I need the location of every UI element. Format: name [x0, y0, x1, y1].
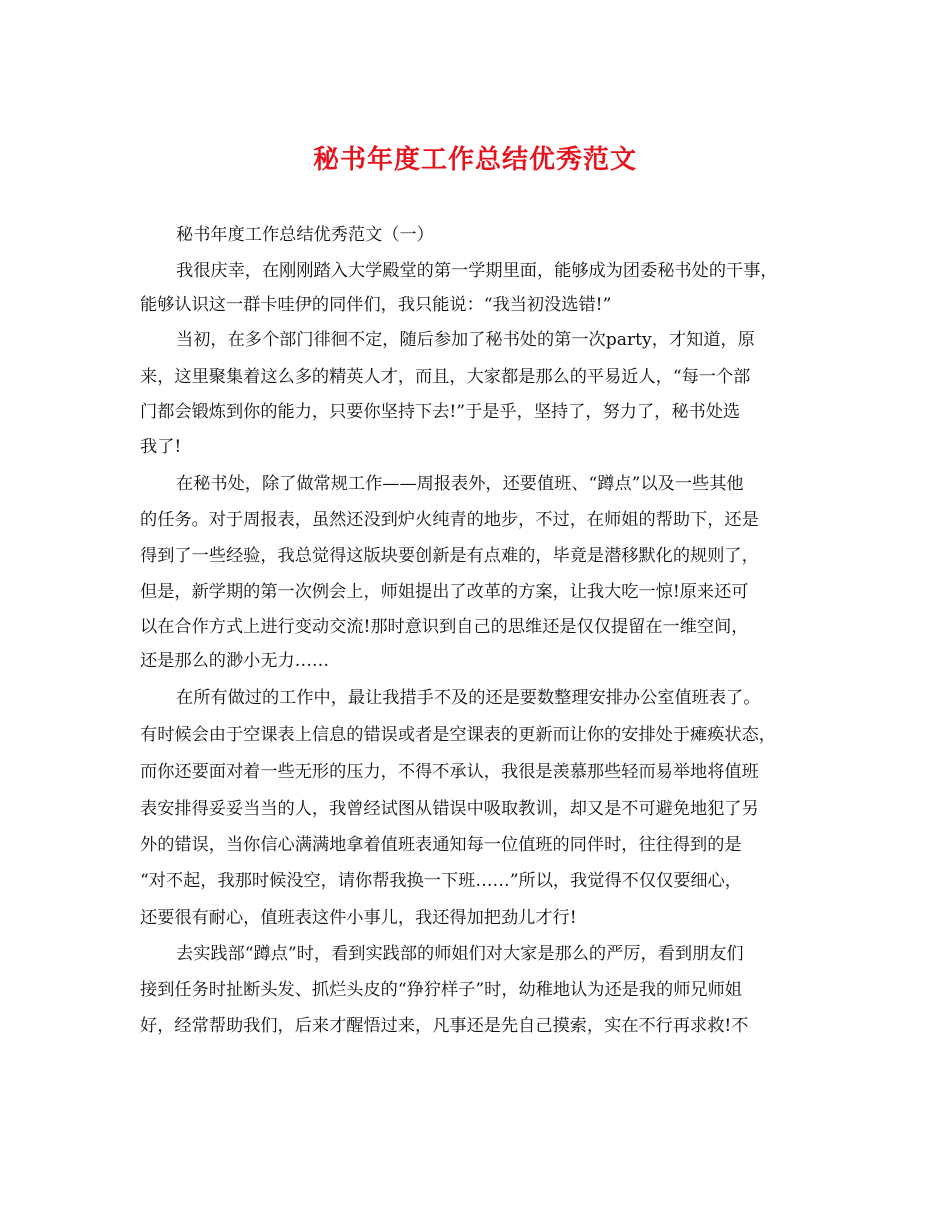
- paragraph-line: 有时候会由于空课表上信息的错误或者是空课表的更新而让你的安排处于瘫痪状态，: [140, 725, 776, 745]
- paragraph-line: 在所有做过的工作中，最让我措手不及的还是要数整理安排办公室值班表了。: [176, 688, 761, 708]
- paragraph-line: 表安排得妥妥当当的人，我曾经试图从错误中吸取教训，却又是不可避免地犯了另: [140, 799, 759, 819]
- paragraph-line: 的任务。对于周报表，虽然还没到炉火纯青的地步，不过，在师姐的帮助下，还是: [140, 510, 759, 530]
- paragraph-line: 在秘书处，除了做常规工作——周报表外，还要值班、“蹲点”以及一些其他: [176, 474, 744, 494]
- paragraph-line: 能够认识这一群卡哇伊的同伴们，我只能说：“我当初没选错!”: [140, 295, 612, 315]
- paragraph-line: 当初，在多个部门徘徊不定，随后参加了秘书处的第一次party，才知道，原: [176, 330, 755, 350]
- document-title: 秘书年度工作总结优秀范文: [312, 145, 637, 175]
- paragraph-line: 还是那么的渺小无力……: [140, 651, 330, 671]
- paragraph-line: 得到了一些经验，我总觉得这版块要创新是有点难的，毕竟是潜移默化的规则了，: [140, 546, 759, 566]
- paragraph-line: 我了!: [140, 437, 182, 457]
- paragraph-line: 外的错误，当你信心满满地拿着值班表通知每一位值班的同伴时，往往得到的是: [140, 835, 742, 855]
- paragraph-line: 门都会锻炼到你的能力，只要你坚持下去!”于是乎，坚持了，努力了，秘书处选: [140, 402, 741, 422]
- paragraph-line: 好，经常帮助我们，后来才醒悟过来，凡事还是先自己摸索，实在不行再求救!不: [140, 1016, 749, 1036]
- paragraph-line: 但是，新学期的第一次例会上，师姐提出了改革的方案，让我大吃一惊!原来还可: [140, 582, 749, 602]
- paragraph-line: 而你还要面对着一些无形的压力，不得不承认，我很是羡慕那些轻而易举地将值班: [140, 762, 759, 782]
- paragraph-line: 去实践部“蹲点”时，看到实践部的师姐们对大家是那么的严厉，看到朋友们: [176, 944, 744, 964]
- paragraph-line: 我很庆幸，在刚刚踏入大学殿堂的第一学期里面，能够成为团委秘书处的干事，: [176, 261, 778, 281]
- paragraph-line: 来，这里聚集着这么多的精英人才，而且，大家都是那么的平易近人，“每一个部: [140, 367, 751, 387]
- paragraph-line: 接到任务时扯断头发、抓烂头皮的“狰狞样子”时，幼稚地认为还是我的师兄师姐: [140, 980, 742, 1000]
- subtitle: 秘书年度工作总结优秀范文（一）: [176, 225, 434, 245]
- paragraph-line: 还要很有耐心，值班表这件小事儿，我还得加把劲儿才行!: [140, 908, 577, 928]
- paragraph-line: “对不起，我那时候没空，请你帮我换一下班……”所以，我觉得不仅仅要细心，: [140, 871, 742, 891]
- paragraph-line: 以在合作方式上进行变动交流!那时意识到自己的思维还是仅仅提留在一维空间，: [140, 617, 749, 637]
